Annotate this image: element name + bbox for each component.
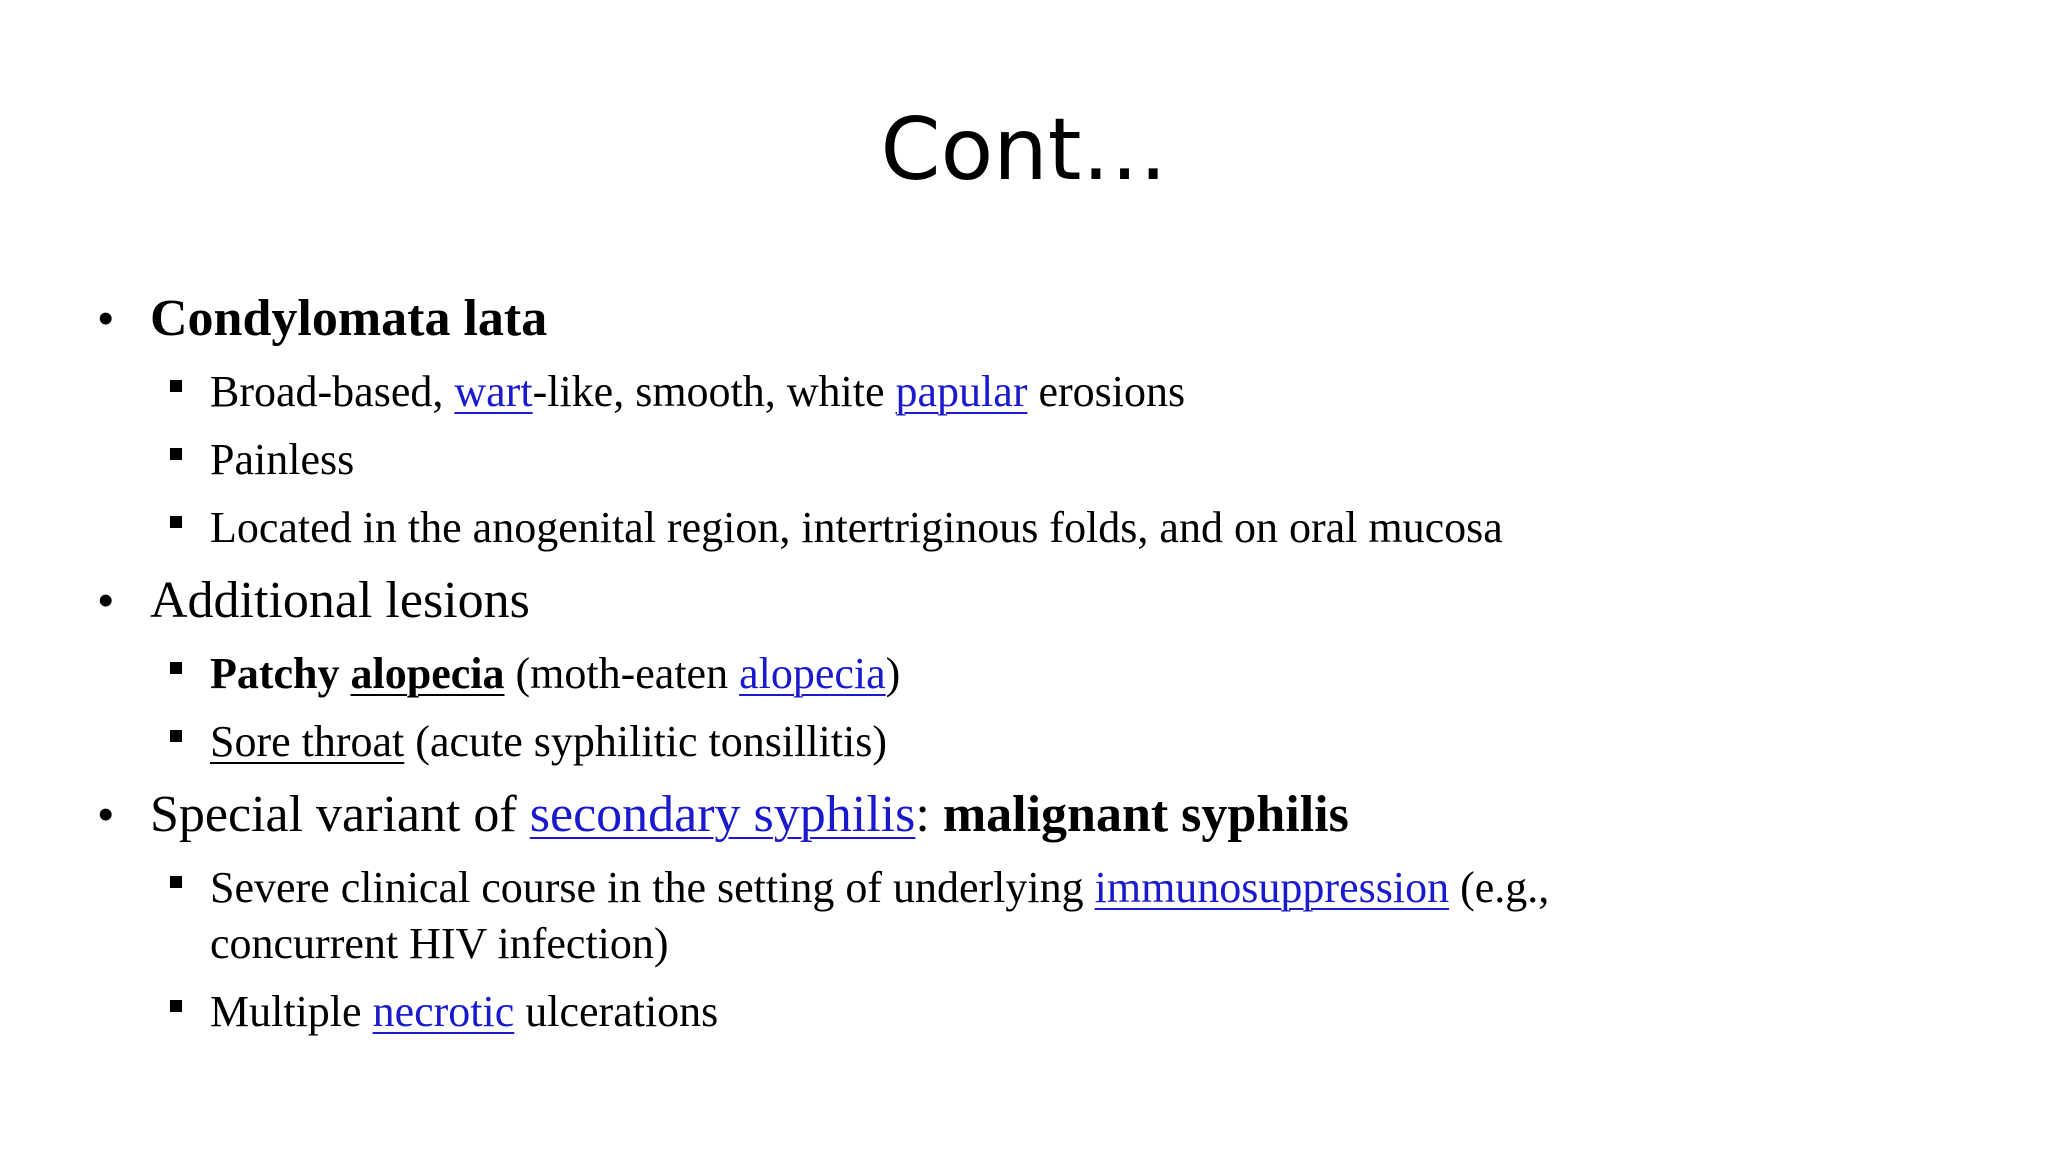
sub-bullet-bold-text: Patchy (210, 649, 351, 698)
sub-bullet-text: ulcerations (514, 987, 719, 1036)
link-wart[interactable]: wart (454, 367, 533, 416)
sub-bullet-text: Painless (210, 435, 355, 484)
sub-bullet-underlined-text: Sore throat (210, 717, 405, 766)
sub-bullet-text: Located in the anogenital region, intertriginous folds, and on oral mucosa (210, 503, 1503, 552)
sub-bullet-text: ) (885, 649, 901, 698)
square-bullet-icon (170, 448, 182, 460)
square-bullet-icon (170, 730, 182, 742)
sub-bullet-bold-underlined-text: alopecia (350, 649, 505, 698)
sub-bullet-item (0, 432, 2048, 488)
link-necrotic[interactable]: necrotic (372, 987, 515, 1036)
bullet-dot-icon: • (98, 576, 114, 625)
square-bullet-icon (170, 1000, 182, 1012)
bullet-text: : (915, 786, 943, 843)
sub-bullet-text: -like, smooth, white (532, 367, 896, 416)
sub-bullet-item (0, 500, 2048, 556)
square-bullet-icon (170, 380, 182, 392)
sub-bullet-text: Multiple (210, 987, 373, 1036)
sub-bullet-text: erosions (1027, 367, 1186, 416)
link-secondary-syphilis[interactable]: secondary syphilis (529, 786, 916, 843)
sub-bullet-text: (e.g., concurrent HIV infection) (210, 863, 1550, 968)
sub-bullet-item (0, 364, 2048, 420)
square-bullet-icon (170, 876, 182, 888)
bullet-text: Condylomata lata (150, 290, 548, 347)
bullet-bold-text: malignant syphilis (942, 786, 1349, 843)
sub-bullet-text: (moth-eaten (504, 649, 740, 698)
sub-bullet-item (0, 714, 2048, 770)
bullet-dot-icon: • (98, 790, 114, 839)
link-papular[interactable]: papular (895, 367, 1028, 416)
bullet-text: Additional lesions (150, 572, 530, 629)
sub-bullet-text: Broad-based, (210, 367, 455, 416)
slide-body (0, 276, 2048, 1052)
slide-title: Cont… (880, 100, 1168, 200)
sub-bullet-text: Severe clinical course in the setting of underlying (210, 863, 1095, 912)
bullet-item-condylomata-lata (0, 286, 2048, 352)
bullet-item-additional-lesions (0, 568, 2048, 634)
bullet-text: Special variant of (150, 786, 530, 843)
bullet-item-special-variant (0, 782, 2048, 848)
square-bullet-icon (170, 516, 182, 528)
sub-bullet-item (0, 860, 2048, 972)
square-bullet-icon (170, 662, 182, 674)
sub-bullet-item (0, 984, 2048, 1040)
link-immunosuppression[interactable]: immunosuppression (1094, 863, 1450, 912)
link-alopecia[interactable]: alopecia (739, 649, 886, 698)
sub-bullet-item (0, 646, 2048, 702)
sub-bullet-text: (acute syphilitic tonsillitis) (404, 717, 888, 766)
bullet-dot-icon: • (98, 294, 114, 343)
